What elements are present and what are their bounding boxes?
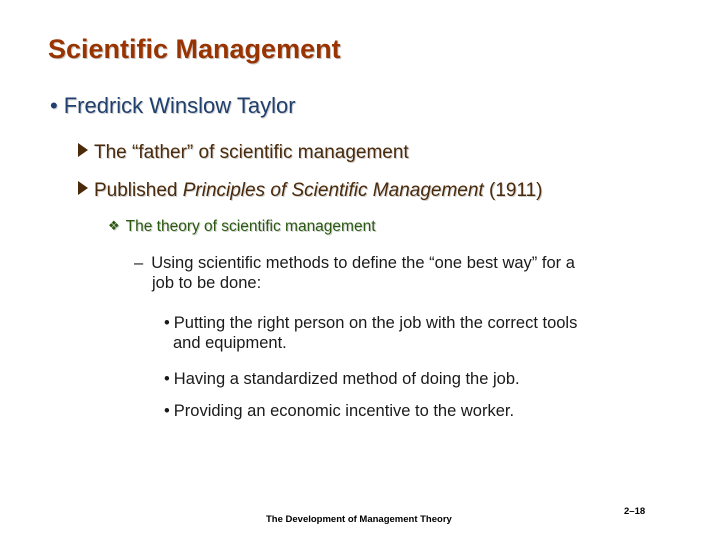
dash-bullet-icon: – [134,254,144,272]
bullet-level2-father [78,142,409,164]
slide-title: Scientific Management [48,34,341,64]
bullet-level5-line1: Providing an economic incentive to the worker. [173,402,515,420]
bullet-level5-line1: Putting the right person on the job with the correct tools [173,314,578,332]
bullet-level1 [50,93,296,119]
bullet-level5-line1: Having a standardized method of doing the job. [173,370,520,388]
round-bullet-icon: • [164,402,170,420]
round-bullet-icon: • [164,314,170,332]
bullet-level3 [108,218,376,236]
bullet-level4-line2: job to be done: [152,274,262,292]
diamond-bullet-icon: ❖ [108,218,120,233]
bullet-level2-father-text: The “father” of scientific management [94,142,409,163]
bullet-level2-published [78,180,543,202]
arrow-bullet-icon [78,143,88,157]
arrow-bullet-icon [78,181,88,195]
bullet-level5-item [164,313,577,353]
footer-page-number: 2–18 [624,506,646,517]
bullet-level5-item [164,401,514,421]
bullet-level4-line1: Using scientific methods to define the “one best way” for a [151,254,575,272]
round-bullet-icon: • [164,370,170,388]
published-year: (1911) [483,180,543,201]
footer-chapter-title: The Development of Management Theory [266,514,452,525]
round-bullet-icon: • [50,93,58,118]
bullet-level3-text: The theory of scientific management [125,218,376,235]
bullet-level1-text: Fredrick Winslow Taylor [63,93,296,118]
bullet-level5-item [164,369,520,389]
published-prefix: Published [94,180,183,201]
bullet-level5-line2: and equipment. [173,334,287,352]
bullet-level4 [134,253,575,293]
book-title: Principles of Scientific Management [182,180,484,201]
